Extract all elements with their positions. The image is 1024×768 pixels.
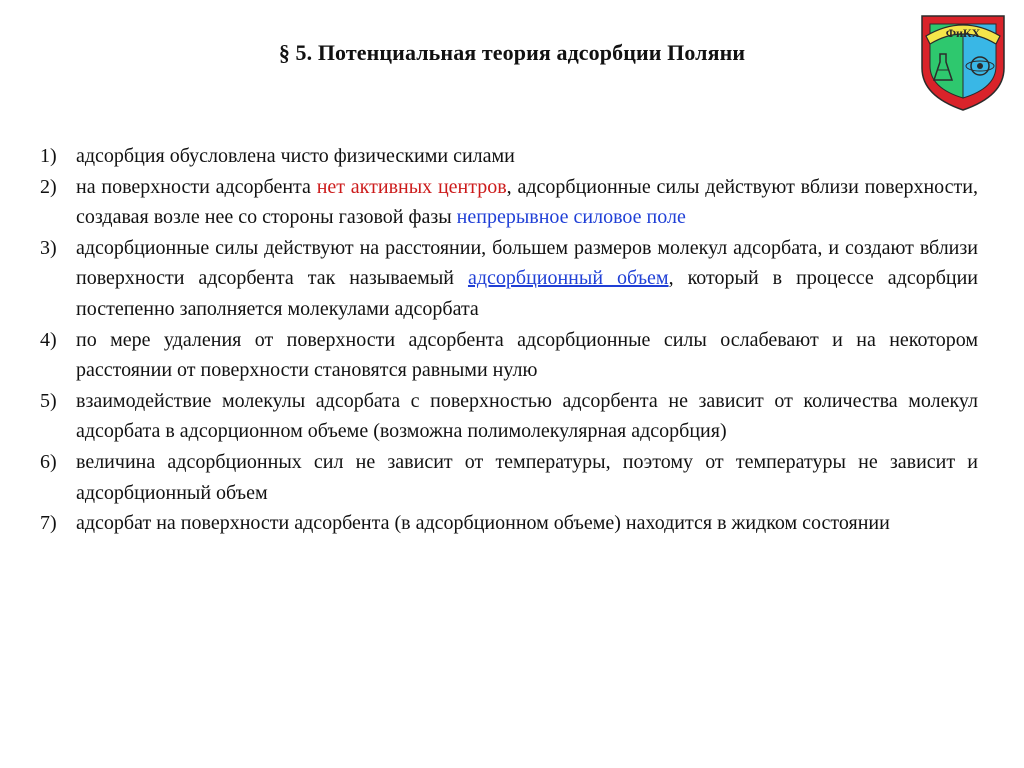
list-item-number: 2) [40,175,57,198]
highlighted-term: непрерывное силовое поле [456,206,686,229]
list-item [40,447,978,508]
list-item-text [76,508,978,539]
list-item-text-segment: , адсорбционные силы действуют вблизи поверхности, создавая возле нее со стороны газовой фазы [76,175,979,229]
page-title: § 5. Потенциальная теория адсорбции Поляни [278,40,746,65]
list-item-number: 4) [40,328,57,351]
list-item [40,172,978,233]
list-item [40,508,978,539]
term-link[interactable]: адсорбционный объем [467,267,669,290]
list-item [40,325,978,386]
list-item-text [76,386,978,447]
list-item-text [76,447,978,508]
list-item-number: 1) [40,145,57,167]
list-item-text-segment: адсорбция обусловлена чисто физическими силами [76,145,515,167]
list-item-text [76,141,978,172]
list-item-text [76,233,978,325]
list-item-text-segment: адсорбционные силы действуют на расстоянии, большем размеров молекул адсорбата, и создают вблизи поверхности адсорбента так называемый [76,236,978,290]
list-item [40,141,978,172]
list-item-text-segment: по мере удаления от поверхности адсорбента адсорбционные силы ослабевают и на некотором расстоянии от поверхности становятся равными нулю [76,328,978,382]
list-item-text-segment: , который в процессе адсорбции постепенно заполняется молекулами адсорбата [76,267,978,320]
list-item-text [76,325,978,386]
list-item [40,233,978,325]
list-item [40,386,978,447]
list-item-number: 5) [40,389,57,412]
principles-list [40,141,978,539]
list-item-text-segment: величина адсорбционных сил не зависит от температуры, поэтому от температуры не зависит и адсорбционный объем [76,450,978,504]
highlighted-term: нет активных центров [316,175,507,198]
list-item-number: 3) [40,236,57,259]
list-item-number: 7) [40,512,57,535]
department-logo [916,10,1010,114]
department-emblem-shield-icon [916,10,1010,114]
list-item-text [76,172,978,233]
list-item-text-segment: взаимодействие молекулы адсорбата с поверхностью адсорбента не зависит от количества молекул адсорбата в адсорционном объеме (возможна полимолекулярная адсорбция) [76,389,978,443]
svg-text:ФиКХ: ФиКХ [945,26,981,40]
list-item-number: 6) [40,450,57,473]
list-item-text-segment: на поверхности адсорбента [76,175,317,198]
list-item-text-segment: адсорбат на поверхности адсорбента (в адсорбционном объеме) находится в жидком состоянии [76,512,890,535]
